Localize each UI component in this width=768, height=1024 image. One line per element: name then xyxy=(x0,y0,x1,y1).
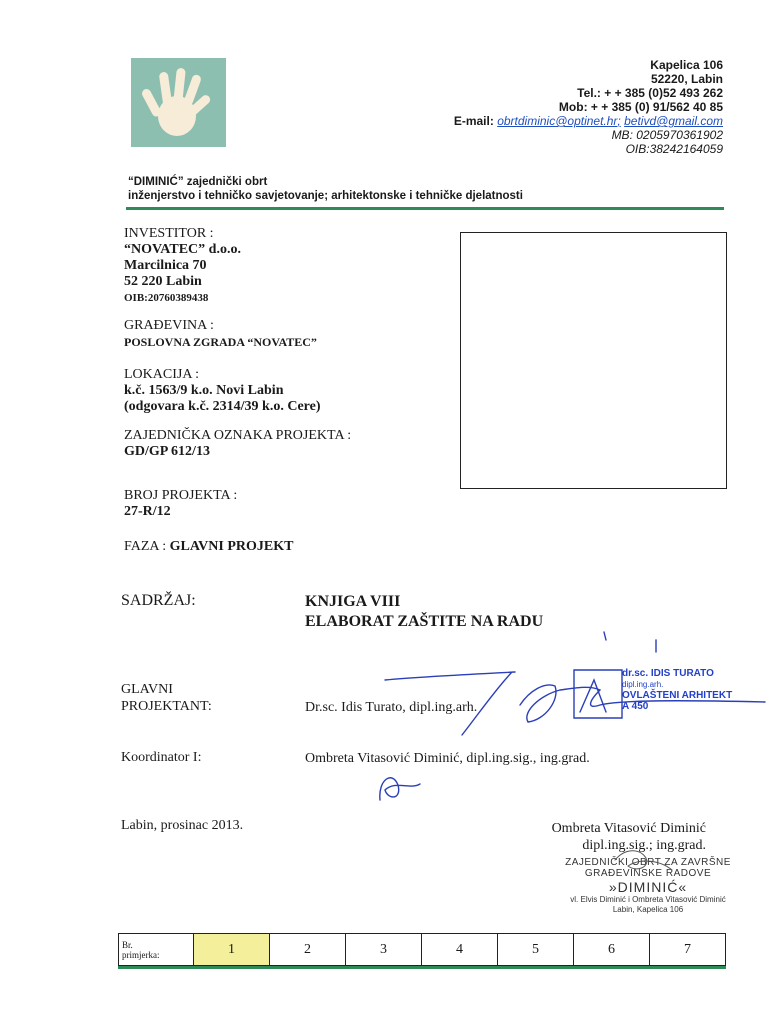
architect-stamp-degree: dipl.ing.arh. xyxy=(622,680,664,689)
building-value: POSLOVNA ZGRADA “NOVATEC” xyxy=(124,335,317,349)
firm-stamp xyxy=(548,857,748,915)
phase-label: FAZA : xyxy=(124,539,167,554)
email-label: E-mail: xyxy=(453,114,494,128)
architect-stamp-number: A 450 xyxy=(622,701,649,712)
project-number-value: 27-R/12 xyxy=(124,504,171,519)
copy-cell-3: 3 xyxy=(346,934,422,966)
hand-icon xyxy=(131,58,226,147)
footer-divider xyxy=(118,966,726,969)
investor-oib: OIB:20760389438 xyxy=(124,292,209,304)
architect-stamp-frame xyxy=(574,670,622,718)
copies-table xyxy=(118,933,726,966)
location-block xyxy=(124,367,321,415)
copy-cell-7: 7 xyxy=(650,934,726,966)
coordinator-signature xyxy=(380,778,420,800)
architect-stamp xyxy=(622,668,732,712)
chief-designer-label-line2: PROJEKTANT: xyxy=(121,699,212,714)
phase-value: GLAVNI PROJEKT xyxy=(169,539,294,554)
book-title: ELABORAT ZAŠTITE NA RADU xyxy=(305,613,544,630)
oib-line: OIB:38242164059 xyxy=(625,142,723,156)
copy-cell-1: 1 xyxy=(194,934,270,966)
signature-tick-1 xyxy=(604,632,606,640)
email-separator: ; xyxy=(617,114,621,128)
contents-title xyxy=(305,592,543,632)
email-link-2[interactable]: betivd@gmail.com xyxy=(624,114,723,128)
phone-line: Tel.: + + 385 (0)52 493 262 xyxy=(577,86,723,100)
project-number-label: BROJ PROJEKTA : xyxy=(124,488,238,503)
investor-label: INVESTITOR : xyxy=(124,226,214,241)
copies-label-line1: Br. xyxy=(122,939,133,950)
mobile-line: Mob: + + 385 (0) 91/562 40 85 xyxy=(558,100,723,114)
book-number: KNJIGA VIII xyxy=(305,593,401,610)
postal-line: 52220, Labin xyxy=(650,72,723,86)
email-line xyxy=(454,114,723,128)
joint-mark-value: GD/GP 612/13 xyxy=(124,444,210,459)
header-divider xyxy=(126,207,724,210)
building-label: GRAĐEVINA : xyxy=(124,318,214,333)
coordinator-name: Ombreta Vitasović Diminić, dipl.ing.sig., ing.grad. xyxy=(305,751,590,766)
firm-stamp-address: Labin, Kapelica 106 xyxy=(612,905,684,914)
investor-name: “NOVATEC” d.o.o. xyxy=(124,242,241,257)
company-logo xyxy=(131,58,226,147)
mb-line: MB: 0205970361902 xyxy=(611,128,723,142)
phase-block xyxy=(124,539,293,555)
joint-mark-label: ZAJEDNIČKA OZNAKA PROJEKTA : xyxy=(124,428,352,443)
firm-stamp-line1: ZAJEDNIČKI OBRT ZA ZAVRŠNE xyxy=(565,857,731,868)
copies-label-line2: primjerka: xyxy=(122,949,160,960)
investor-street: Marcilnica 70 xyxy=(124,258,207,273)
chief-designer-label xyxy=(121,681,212,715)
copy-cell-5: 5 xyxy=(498,934,574,966)
chief-designer-label-line1: GLAVNI xyxy=(121,682,173,697)
chief-designer-name: Dr.sc. Idis Turato, dipl.ing.arh. xyxy=(305,700,478,715)
architect-stamp-title: OVLAŠTENI ARHITEKT xyxy=(622,690,733,701)
stamp-box xyxy=(460,232,727,489)
joint-mark-block xyxy=(124,428,351,460)
copy-cell-6: 6 xyxy=(574,934,650,966)
signatory-title: dipl.ing.sig.; ing.grad. xyxy=(582,838,706,853)
investor-block xyxy=(124,226,241,306)
address-line: Kapelica 106 xyxy=(650,58,723,72)
firm-activity: inženjerstvo i tehničko savjetovanje; arhitektonske i tehničke djelatnosti xyxy=(128,190,523,202)
signatory-name: Ombreta Vitasović Diminić xyxy=(551,821,706,836)
copy-cell-4: 4 xyxy=(422,934,498,966)
coordinator-label: Koordinator I: xyxy=(121,750,202,765)
firm-stamp-owners: vl. Elvis Diminić i Ombreta Vitasović Diminić xyxy=(570,895,726,904)
signatory-block xyxy=(552,820,706,854)
architect-stamp-triangle xyxy=(580,680,606,712)
investor-city: 52 220 Labin xyxy=(124,274,202,289)
architect-stamp-name: dr.sc. IDIS TURATO xyxy=(622,668,714,679)
location-label: LOKACIJA : xyxy=(124,367,200,382)
firm-stamp-name: »DIMINIĆ« xyxy=(608,879,688,895)
project-number-block xyxy=(124,488,237,520)
firm-heading xyxy=(128,175,523,203)
firm-name: “DIMINIĆ” zajednički obrt xyxy=(128,176,268,188)
location-line-2: (odgovara k.č. 2314/39 k.o. Cere) xyxy=(124,399,321,414)
copies-row xyxy=(119,934,726,966)
location-line-1: k.č. 1563/9 k.o. Novi Labin xyxy=(124,383,284,398)
contact-block xyxy=(454,58,723,156)
contents-label: SADRŽAJ: xyxy=(121,592,196,609)
firm-stamp-line2: GRAĐEVINSKE RADOVE xyxy=(584,868,712,879)
place-date: Labin, prosinac 2013. xyxy=(121,818,244,833)
copies-label xyxy=(119,934,194,966)
email-link-1[interactable]: obrtdiminic@optinet.hr xyxy=(497,114,618,128)
building-block xyxy=(124,318,317,350)
copy-cell-2: 2 xyxy=(270,934,346,966)
